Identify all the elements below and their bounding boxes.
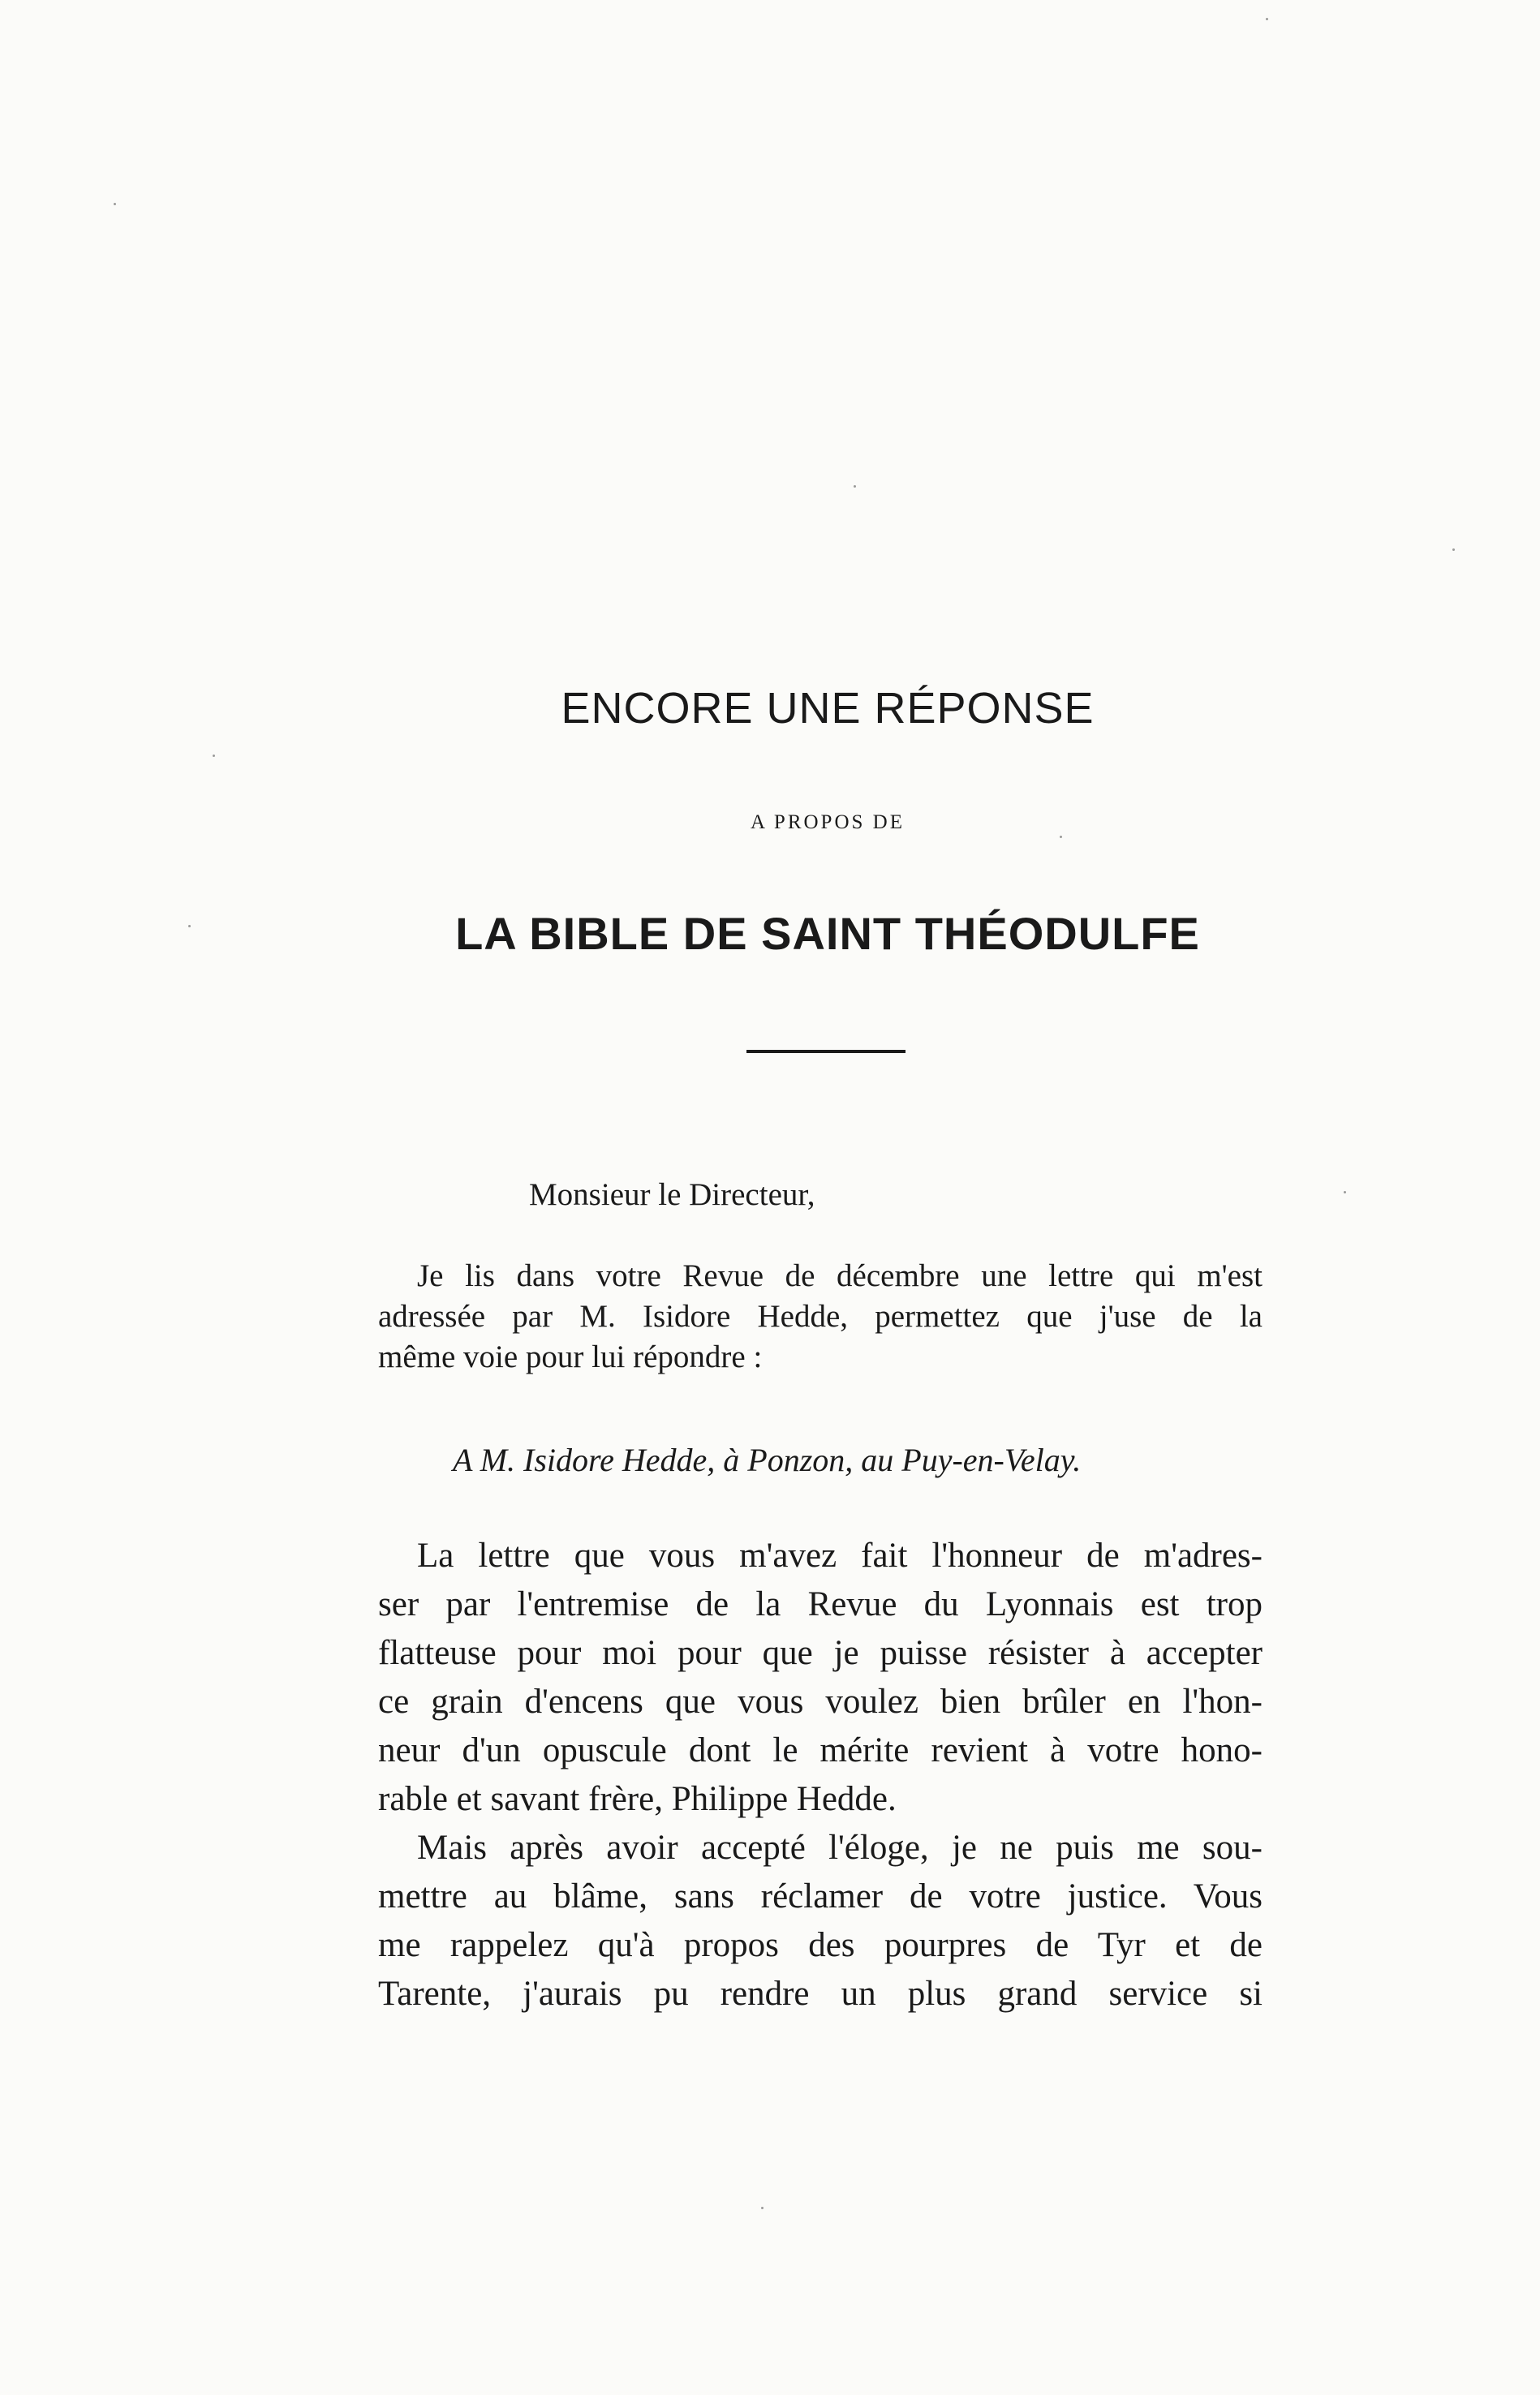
paper-speck	[1452, 548, 1455, 551]
text-line: même voie pour lui répondre :	[378, 1339, 763, 1374]
text-line: rable et savant frère, Philippe Hedde.	[378, 1780, 897, 1818]
paper-speck	[213, 755, 215, 757]
paper-speck	[761, 2207, 764, 2209]
text-line: Je lis dans votre Revue de décembre une lettre qui m'est	[417, 1258, 1263, 1293]
paper-speck	[854, 485, 856, 488]
title-divider	[746, 1050, 906, 1053]
text-line: flatteuse pour moi pour que je puisse résister à accepter	[378, 1634, 1263, 1672]
paper-speck	[1266, 18, 1268, 20]
text-line: neur d'un opuscule dont le mérite revient à votre hono-	[378, 1731, 1263, 1769]
text-line: ce grain d'encens que vous voulez bien brûler en l'hon-	[378, 1683, 1263, 1721]
text-line: ser par l'entremise de la Revue du Lyonnais est trop	[378, 1585, 1263, 1623]
body-paragraph	[378, 1532, 1263, 1824]
article-title: LA BIBLE DE SAINT THÉODULFE	[455, 908, 1200, 959]
paper-speck	[188, 925, 191, 927]
salutation: Monsieur le Directeur,	[529, 1177, 815, 1212]
paper-speck	[1344, 1191, 1346, 1193]
body-paragraph	[378, 1824, 1263, 2019]
paper-speck	[114, 203, 116, 205]
text-line: Tarente, j'aurais pu rendre un plus grand service si	[378, 1975, 1263, 2013]
text-line: me rappelez qu'à propos des pourpres de Tyr et de	[378, 1926, 1263, 1964]
text-line: La lettre que vous m'avez fait l'honneur de m'adres-	[417, 1537, 1263, 1575]
text-line: Mais après avoir accepté l'éloge, je ne puis me sou-	[417, 1829, 1263, 1867]
page-title: ENCORE UNE RÉPONSE	[561, 684, 1095, 733]
text-line: adressée par M. Isidore Hedde, permettez que j'use de la	[378, 1299, 1263, 1334]
text-line: mettre au blâme, sans réclamer de votre justice. Vous	[378, 1877, 1263, 1916]
page-subtitle: A PROPOS DE	[751, 811, 905, 833]
paper-speck	[1060, 836, 1062, 838]
letter-address: A M. Isidore Hedde, à Ponzon, au Puy-en-Velay.	[453, 1442, 1082, 1478]
intro-paragraph	[378, 1256, 1263, 1378]
